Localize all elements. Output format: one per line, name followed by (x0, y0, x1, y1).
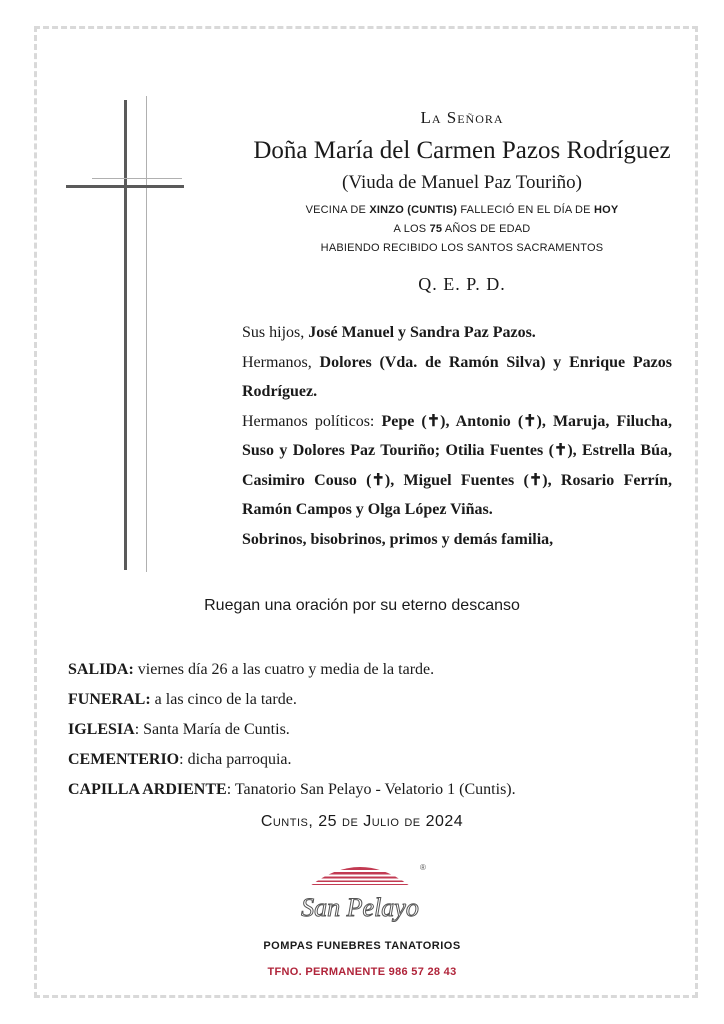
family-hijos: Sus hijos, José Manuel y Sandra Paz Pazos. (242, 324, 536, 341)
cross-horizontal (66, 185, 184, 188)
cross-vertical-thin (146, 96, 147, 572)
info-line-2: A LOS 75 AÑOS DE EDAD (393, 223, 531, 235)
prayer-request: Ruegan una oración por su eterno descanso (204, 597, 520, 614)
cementerio-row: CEMENTERIO: dicha parroquia. (68, 751, 292, 768)
title-line: La Señora (420, 108, 504, 127)
info-line-3: HABIENDO RECIBIDO LOS SANTOS SACRAMENTOS (320, 242, 604, 254)
funeral-row: FUNERAL: a las cinco de la tarde. (68, 691, 297, 708)
capilla-row: CAPILLA ARDIENTE: Tanatorio San Pelayo - Velatorio 1 (Cuntis). (68, 781, 516, 798)
info-line-1: VECINA DE XINZO (CUNTIS) FALLECIÓ EN EL DÍA DE HOY (305, 204, 619, 216)
widow-note: (Viuda de Manuel Paz Touriño) (342, 172, 582, 193)
deceased-name: Doña María del Carmen Pazos Rodríguez (253, 137, 671, 164)
registered-mark: ® (420, 863, 426, 872)
cross-horizontal-thin (92, 178, 182, 179)
family-sobrinos: Sobrinos, bisobrinos, primos y demás familia, (242, 530, 554, 548)
family-list (242, 318, 672, 554)
phone-line: TFNO. PERMANENTE 986 57 28 43 (267, 966, 457, 978)
qepd: Q. E. P. D. (418, 274, 506, 294)
cross-vertical (124, 100, 127, 570)
logo-text: San Pelayo (301, 893, 419, 922)
family-hermanos: Hermanos, Dolores (Vda. de Ramón Silva) y Enrique Pazos Rodríguez. (242, 353, 672, 400)
iglesia-row: IGLESIA: Santa María de Cuntis. (68, 721, 290, 738)
family-politicos: Hermanos políticos: Pepe (✝), Antonio (✝), Maruja, Filucha, Suso y Dolores Paz Touriño; Otilia Fuentes (✝), Estrella Búa, Casimiro Couso (✝), Miguel Fuentes (✝), Rosario Ferrín, Ramón Campos y Olga López Viñas. (242, 412, 673, 518)
company-name: POMPAS FUNEBRES TANATORIOS (263, 940, 461, 952)
san-pelayo-logo (290, 856, 430, 926)
service-details (68, 655, 516, 805)
salida-row: SALIDA: viernes día 26 a las cuatro y media de la tarde. (68, 661, 435, 678)
date-line: Cuntis, 25 de Julio de 2024 (260, 813, 464, 830)
